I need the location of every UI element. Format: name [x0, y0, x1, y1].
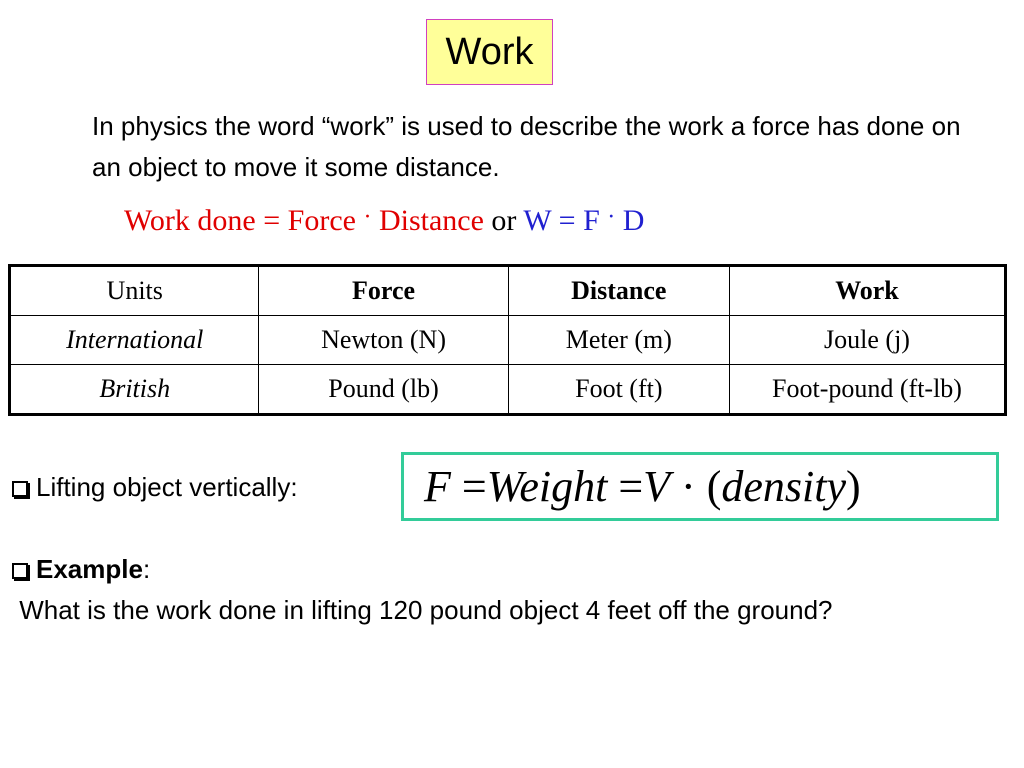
table-row [10, 316, 1006, 365]
table-cell: Foot-pound (ft-lb) [730, 365, 1006, 415]
table-cell: Newton (N) [259, 316, 508, 365]
table-cell: Foot (ft) [508, 365, 729, 415]
eq-density: density [721, 462, 846, 511]
bullet-lifting-text: Lifting object vertically: [36, 472, 298, 502]
header-distance: Distance [508, 266, 729, 316]
header-units: Units [10, 266, 259, 316]
table-cell: Meter (m) [508, 316, 729, 365]
work-formula [124, 197, 644, 247]
formula-short-wf: W = F [523, 204, 600, 237]
eq-open-paren: ( [706, 462, 722, 511]
eq-equals: = [461, 462, 487, 511]
checkbox-bullet-icon [12, 563, 28, 579]
formula-short-dot: · [607, 204, 616, 230]
header-work: Work [730, 266, 1006, 316]
table-header-row [10, 266, 1006, 316]
bullet-lifting [12, 472, 298, 503]
formula-work-force: Work done = Force [124, 204, 356, 237]
eq-close-paren: ) [845, 462, 861, 511]
formula-short-d: D [622, 204, 645, 237]
header-force: Force [259, 266, 508, 316]
slide-title: Work [426, 19, 553, 85]
table-row [10, 365, 1006, 415]
eq-equals: = [618, 462, 644, 511]
eq-f: F [424, 462, 451, 511]
example-colon: : [142, 554, 151, 584]
formula-dot: · [363, 204, 372, 230]
example-label: Example [36, 554, 143, 584]
eq-cdot: · [681, 462, 696, 511]
units-table [8, 264, 1007, 416]
row-system-label: British [10, 365, 259, 415]
bullet-example [12, 554, 150, 585]
row-system-label: International [10, 316, 259, 365]
weight-equation [401, 452, 999, 521]
intro-paragraph: In physics the word “work” is used to describe the work a force has done on an object to move it some distance. [92, 111, 961, 182]
table-cell: Pound (lb) [259, 365, 508, 415]
checkbox-bullet-icon [12, 481, 28, 497]
example-question: What is the work done in lifting 120 pound object 4 feet off the ground? [12, 595, 833, 625]
eq-v: V [643, 462, 671, 511]
formula-distance: Distance [378, 204, 484, 237]
eq-weight: Weight [486, 462, 608, 511]
formula-or: or [491, 204, 517, 237]
table-cell: Joule (j) [730, 316, 1006, 365]
